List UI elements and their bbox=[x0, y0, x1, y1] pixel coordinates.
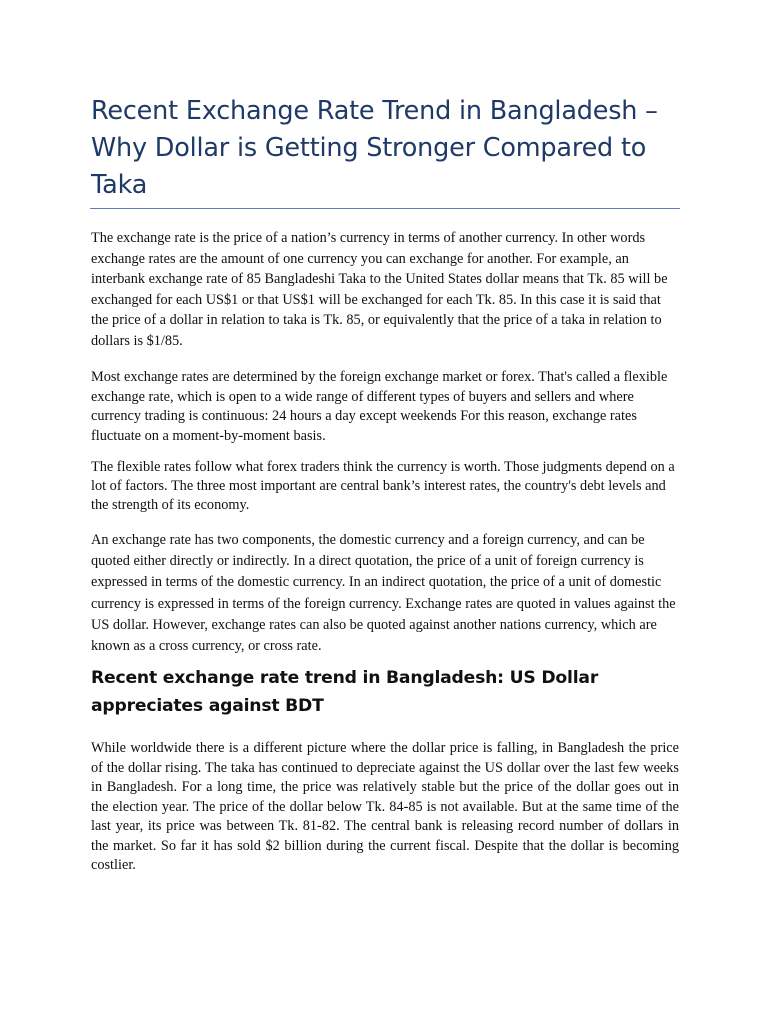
document-title: Recent Exchange Rate Trend in Bangladesh – Why Dollar is Getting Stronger Compared to Taka bbox=[91, 96, 658, 200]
title-underline-divider bbox=[90, 208, 680, 209]
paragraph-flexible-exchange-rate: Most exchange rates are determined by the foreign exchange market or forex. That's called a flexible exchange rate, which is open to a wide range of different types of buyers and sellers and where currency trading is continuous: 24 hours a day except weekends For this reason, exchange rates fluctuate on a moment-by-moment basis. bbox=[91, 369, 668, 444]
paragraph-exchange-rate-definition: The exchange rate is the price of a nation’s currency in terms of another currency. In other words exchange rates are the amount of one currency you can exchange for another. For example, an interbank exchange rate of 85 Bangladeshi Taka to the United States dollar means that Tk. 85 will be exchanged for each US$1 or that US$1 will be exchanged for each Tk. 85. In this case it is said that the price of a dollar in relation to taka is Tk. 85, or equivalently that the price of a taka in relation to dollars is $1/85. bbox=[91, 230, 668, 349]
section-heading: Recent exchange rate trend in Bangladesh: US Dollar appreciates against BDT bbox=[91, 668, 599, 716]
paragraph-flexible-rates-factors: The flexible rates follow what forex traders think the currency is worth. Those judgments depend on a lot of factors. The three most important are central bank’s interest rates, the country's debt levels and the strength of its economy. bbox=[91, 459, 675, 514]
paragraph-bangladesh-trend: While worldwide there is a different picture where the dollar price is falling, in Bangladesh the price of the dollar rising. The taka has continued to depreciate against the US dollar over the last few weeks in Bangladesh. For a long time, the price was relatively stable but the price of the dollar goes out in the election year. The price of the dollar below Tk. 84-85 is not available. But at the same time of the last year, its price was between Tk. 81-82. The central bank is releasing record number of dollars in the market. So far it has sold $2 billion during the current fiscal. Despite that the dollar is becoming costlier. bbox=[91, 740, 679, 873]
paragraph-exchange-rate-components: An exchange rate has two components, the domestic currency and a foreign currency, and can be quoted either directly or indirectly. In a direct quotation, the price of a unit of foreign currency is expressed in terms of the domestic currency. In an indirect quotation, the price of a unit of domestic currency is expressed in terms of the foreign currency. Exchange rates are quoted in values against the US dollar. However, exchange rates can also be quoted against another nations currency, which are known as a cross currency, or cross rate. bbox=[91, 532, 676, 655]
